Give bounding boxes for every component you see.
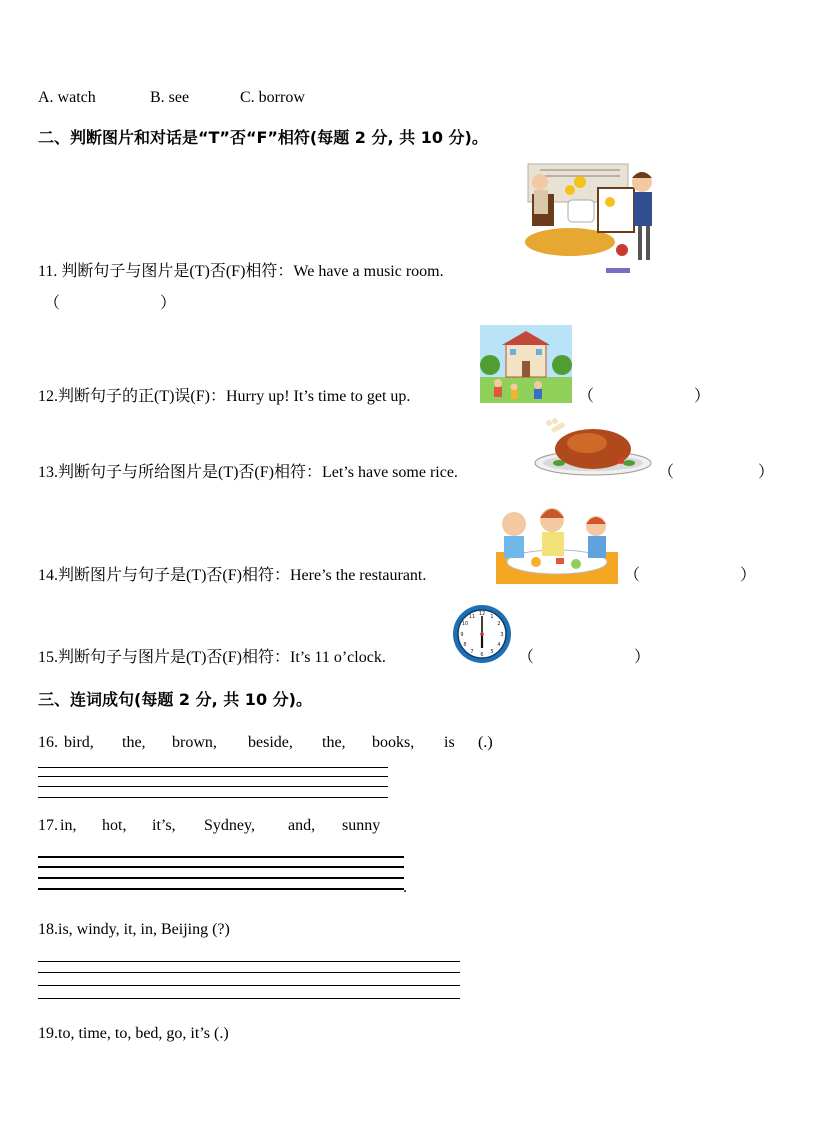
svg-text:11: 11 bbox=[468, 614, 476, 620]
option-a: A. watch bbox=[38, 89, 96, 106]
q16-word: (.) bbox=[478, 734, 493, 751]
q14-answer-paren[interactable]: （ ） bbox=[624, 567, 805, 584]
q16-word: books, bbox=[372, 734, 415, 751]
svg-text:8: 8 bbox=[463, 642, 467, 648]
q16-word: the, bbox=[122, 734, 146, 751]
q16-word: the, bbox=[322, 734, 346, 751]
svg-text:10: 10 bbox=[461, 621, 469, 627]
q17-word: sunny bbox=[342, 817, 381, 834]
q18-writing-line[interactable] bbox=[38, 985, 460, 986]
q18-writing-line[interactable] bbox=[38, 998, 460, 999]
q16-word: bird, bbox=[64, 734, 94, 751]
q15-text: 15.判断句子与图片是(T)否(F)相符：It’s 11 o’clock. bbox=[38, 649, 386, 666]
q13-text: 13.判断句子与所给图片是(T)否(F)相符：Let’s have some rice. bbox=[38, 464, 458, 481]
q17-end-period: . bbox=[403, 879, 407, 896]
q18-text: 18.is, windy, it, in, Beijing (?) bbox=[38, 921, 230, 938]
q16-writing-line[interactable] bbox=[38, 776, 388, 777]
svg-text:9: 9 bbox=[460, 632, 464, 638]
q17-word: hot, bbox=[102, 817, 127, 834]
q17-word: and, bbox=[288, 817, 316, 834]
svg-text:2: 2 bbox=[497, 621, 501, 627]
q15-answer-paren[interactable]: （ ） bbox=[518, 649, 699, 666]
q17-writing-line[interactable] bbox=[38, 877, 404, 879]
option-c: C. borrow bbox=[240, 89, 305, 106]
q16-word: brown, bbox=[172, 734, 217, 751]
q16-writing-line[interactable] bbox=[38, 797, 388, 798]
family-dinner-picture bbox=[496, 502, 618, 584]
q16-word: is bbox=[444, 734, 455, 751]
q17-word: in, bbox=[60, 817, 77, 834]
q16-writing-line[interactable] bbox=[38, 767, 388, 768]
painting-class-picture bbox=[520, 160, 670, 278]
q17-number: 17. bbox=[38, 817, 58, 834]
q19-text: 19.to, time, to, bed, go, it’s (.) bbox=[38, 1025, 229, 1042]
q17-word: Sydney, bbox=[204, 817, 255, 834]
q17-word: it’s, bbox=[152, 817, 176, 834]
svg-text:3: 3 bbox=[500, 632, 504, 638]
q17-writing-line[interactable] bbox=[38, 856, 404, 858]
q17-writing-line[interactable] bbox=[38, 888, 404, 890]
q13-answer-paren[interactable]: （ ） bbox=[658, 464, 814, 481]
q11-text: 11. 判断句子与图片是(T)否(F)相符：We have a music room. bbox=[38, 263, 444, 280]
wall-clock-picture bbox=[452, 604, 512, 664]
q16-writing-line[interactable] bbox=[38, 786, 388, 787]
svg-text:6: 6 bbox=[480, 652, 484, 658]
svg-text:5: 5 bbox=[490, 649, 494, 655]
q16-number: 16. bbox=[38, 734, 58, 751]
q12-answer-paren[interactable]: （ ） bbox=[578, 388, 759, 405]
q18-writing-line[interactable] bbox=[38, 972, 460, 973]
q12-text: 12.判断句子的正(T)误(F)：Hurry up! It’s time to get up. bbox=[38, 388, 411, 405]
q17-writing-line[interactable] bbox=[38, 866, 404, 868]
q14-text: 14.判断图片与句子是(T)否(F)相符：Here’s the restaurant. bbox=[38, 567, 427, 584]
svg-text:12: 12 bbox=[478, 611, 486, 617]
svg-text:4: 4 bbox=[497, 642, 501, 648]
option-b: B. see bbox=[150, 89, 190, 106]
section2-title: 二、判断图片和对话是“T”否“F”相符(每题 2 分, 共 10 分)。 bbox=[38, 128, 488, 147]
q18-writing-line[interactable] bbox=[38, 961, 460, 962]
q16-word: beside, bbox=[248, 734, 293, 751]
roast-turkey-picture bbox=[533, 415, 653, 479]
section3-title: 三、连词成句(每题 2 分, 共 10 分)。 bbox=[38, 690, 312, 709]
school-playground-picture bbox=[480, 325, 572, 403]
q11-answer-paren[interactable]: （ ） bbox=[44, 295, 225, 312]
svg-text:1: 1 bbox=[490, 614, 494, 620]
svg-text:7: 7 bbox=[470, 649, 474, 655]
